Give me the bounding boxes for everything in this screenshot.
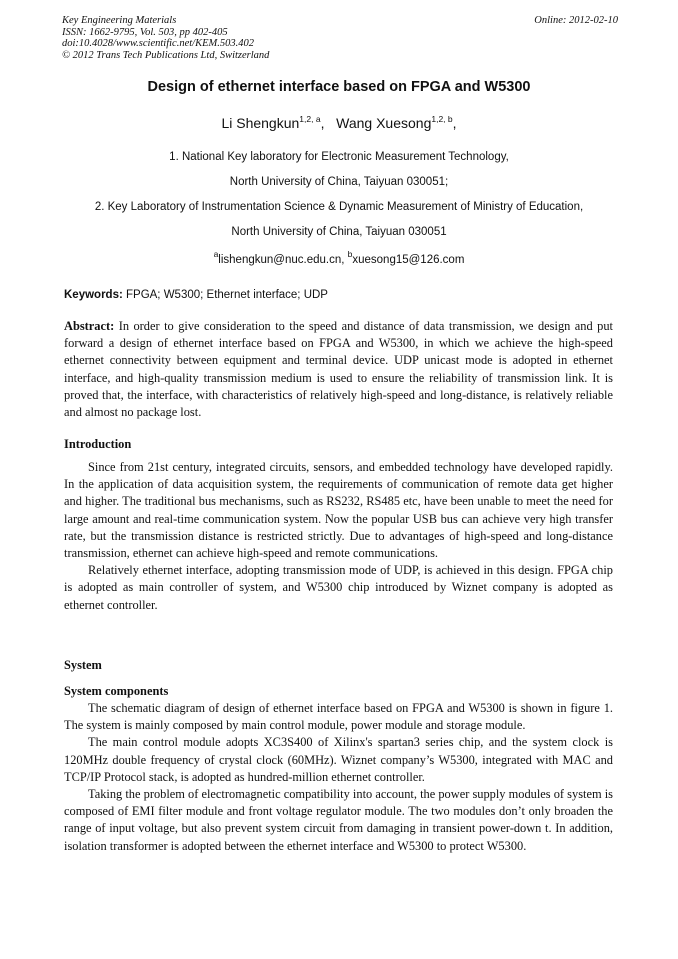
- author-2-name: Wang Xuesong: [336, 115, 432, 131]
- email-a: lishengkun@nuc.edu.cn,: [218, 254, 345, 266]
- email-b: xuesong15@126.com: [352, 254, 465, 266]
- keywords: [64, 289, 328, 301]
- author-separator: ,: [320, 115, 325, 131]
- keywords-text: FPGA; W5300; Ethernet interface; UDP: [126, 289, 328, 301]
- system-heading: System: [64, 658, 102, 672]
- system-components-heading: System components: [64, 684, 169, 698]
- introduction-body: [64, 459, 613, 614]
- author-1-name: Li Shengkun: [221, 115, 300, 131]
- email-a-marker: a: [213, 249, 219, 259]
- author-2-affil: 1,2, b: [431, 114, 453, 124]
- abstract-label: Abstract:: [64, 319, 115, 333]
- introduction-paragraph-1: Since from 21st century, integrated circuits, sensors, and embedded technology have developed rapidly. In the application of data acquisition system, the requirements of communication of remote data get higher and higher. The traditional bus mechanisms, such as RS232, RS485 etc, have been unable to meet the need for large amount and real-time communication system. Now the popular USB bus can achieve very high transfer rate, but the transmission distance is restricted strictly. Due to advantages of high-speed and long-distance transmission, ethernet can achieve high-speed and remote communications.: [64, 460, 613, 561]
- paper-title: Design of ethernet interface based on FPGA and W5300: [147, 79, 531, 95]
- affiliation-2-line-1: 2. Key Laboratory of Instrumentation Science & Dynamic Measurement of Ministry of Education,: [94, 201, 584, 213]
- doi-line: doi:10.4028/www.scientific.net/KEM.503.402: [62, 38, 254, 49]
- abstract: [64, 318, 613, 421]
- system-body: [64, 700, 613, 855]
- affiliation-1-line-1: 1. National Key laboratory for Electronic Measurement Technology,: [169, 151, 509, 163]
- system-paragraph-3: Taking the problem of electromagnetic compatibility into account, the power supply modules of system is composed of EMI filter module and front voltage regulator module. The two modules don’t only broaden the range of input voltage, but also prevent system circuit from damaging in transient power-down t. In addition, isolation transformer is adopted between the ethernet interface and W5300 to protect W5300.: [64, 787, 613, 853]
- author-line: [0, 114, 678, 131]
- introduction-heading: Introduction: [64, 437, 132, 451]
- issn-line: ISSN: 1662-9795, Vol. 503, pp 402-405: [62, 26, 228, 38]
- journal-header: [62, 15, 618, 61]
- author-1-affil: 1,2, a: [299, 114, 321, 124]
- email-b-marker: b: [347, 249, 353, 259]
- system-paragraph-2: The main control module adopts XC3S400 of Xilinx's spartan3 series chip, and the system clock is 120MHz double frequency of crystal clock (60MHz). Wiznet company’s W5300, integrated with MAC and TCP/IP Protocol stack, is adopted as hundred-million ethernet controller.: [64, 735, 613, 784]
- abstract-text: In order to give consideration to the speed and distance of data transmission, we design and put forward a design of ethernet interface based on FPGA and W5300, in which we achieve the high-speed ethernet connectivity between equipment and terminal device. UDP unicast mode is adopted in ethernet interface, and high-quality transmission medium is used to ensure the reliability of transmission link. It is proved that, the interface, with characteristics of relatively high-speed and long-distance, is relatively reliable and almost no package lost.: [64, 319, 613, 420]
- introduction-paragraph-2: Relatively ethernet interface, adopting transmission mode of UDP, is achieved in this design. FPGA chip is adopted as main controller of system, and W5300 chip introduced by Wiznet company is adopted as ethernet controller.: [64, 563, 613, 612]
- system-paragraph-1: The schematic diagram of design of ethernet interface based on FPGA and W5300 is shown in figure 1. The system is mainly composed by main control module, power module and storage module.: [64, 701, 613, 733]
- affiliation-1-line-2: North University of China, Taiyuan 030051;: [229, 176, 449, 188]
- online-date: Online: 2012-02-10: [534, 15, 618, 26]
- email-line: [0, 249, 678, 266]
- author-end: ,: [452, 115, 457, 131]
- copyright-line: © 2012 Trans Tech Publications Ltd, Switzerland: [62, 49, 270, 61]
- affiliation-2-line-2: North University of China, Taiyuan 030051: [231, 226, 447, 238]
- keywords-label: Keywords:: [64, 289, 123, 301]
- journal-name: Key Engineering Materials: [62, 15, 177, 26]
